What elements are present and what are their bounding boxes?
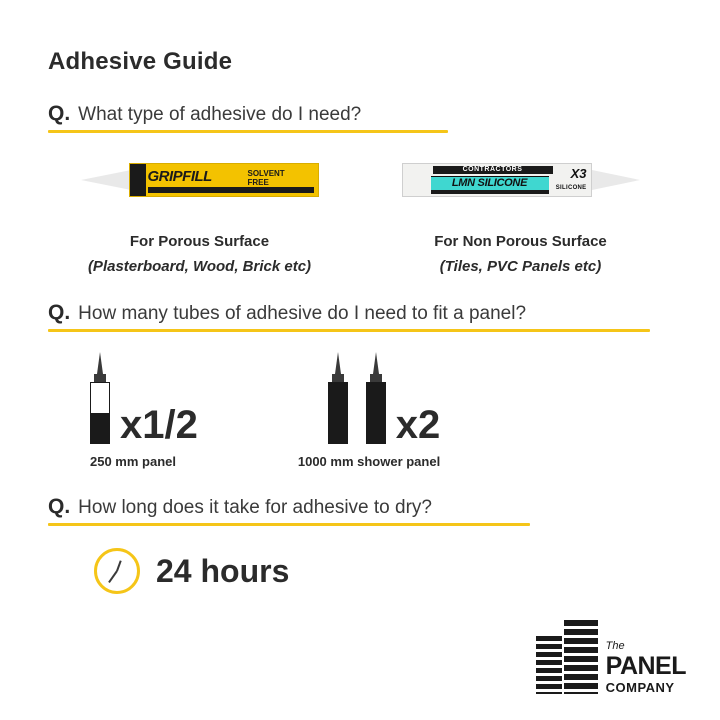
- question-block-tube-quantity: [48, 301, 672, 469]
- clock-icon: [94, 548, 140, 594]
- silicone-side-code: X3: [570, 166, 587, 181]
- quantity-note: 250 mm panel: [90, 454, 176, 469]
- logo-text: [606, 641, 686, 694]
- gripfill-sub-line1: SOLVENT: [247, 169, 285, 178]
- cartridge-icon: [90, 352, 110, 444]
- quantity-row: [48, 352, 672, 469]
- quantity-amount: x1/2: [120, 403, 198, 447]
- non-porous-caption-sub: (Tiles, PVC Panels etc): [439, 258, 602, 275]
- question-text: How long does it take for adhesive to dry?: [78, 497, 432, 518]
- building-icon: [536, 620, 598, 694]
- gripfill-tube-image: [48, 163, 351, 219]
- cartridge-body-full: [366, 382, 386, 444]
- silicone-side-sub: SILICONE: [555, 185, 587, 191]
- question-line: [48, 495, 672, 519]
- quantity-item-250mm: [90, 352, 198, 469]
- question-marker: Q.: [48, 495, 71, 518]
- question-underline: [48, 329, 650, 332]
- silicone-side-label: [551, 167, 587, 195]
- silicone-tube-image: [369, 163, 672, 219]
- cartridge-tip: [97, 352, 103, 374]
- page-title: Adhesive Guide: [48, 48, 233, 75]
- brand-logo: [536, 620, 686, 694]
- silicone-brand-band: [431, 176, 549, 191]
- building-icon-right: [564, 620, 598, 694]
- clock-hour-hand: [116, 560, 122, 571]
- cartridge-stack: [90, 352, 110, 444]
- porous-caption-sub: (Plasterboard, Wood, Brick etc): [87, 258, 312, 275]
- cartridge-stack: [328, 352, 386, 444]
- question-marker: Q.: [48, 301, 71, 324]
- cartridge-icon: [328, 352, 348, 444]
- dry-time-value: 24 hours: [156, 552, 290, 589]
- adhesive-option-porous: [48, 151, 351, 275]
- question-block-dry-time: [48, 495, 672, 594]
- logo-company: COMPANY: [605, 680, 675, 695]
- logo-panel: PANEL: [605, 652, 686, 680]
- dry-time-answer-row: [48, 548, 672, 594]
- adhesive-options-row: [48, 151, 672, 275]
- question-underline: [48, 130, 448, 133]
- cartridge-icon: [366, 352, 386, 444]
- question-block-adhesive-type: [48, 102, 672, 275]
- question-text: How many tubes of adhesive do I need to fit a panel?: [78, 303, 527, 324]
- clock-minute-hand: [108, 570, 118, 583]
- gripfill-tube-body: [129, 163, 319, 197]
- question-text: What type of adhesive do I need?: [78, 104, 362, 125]
- silicone-header-label: CONTRACTORS: [433, 166, 553, 174]
- gripfill-sub-label: [248, 169, 285, 187]
- cartridge-neck: [94, 374, 106, 382]
- tube-nozzle-icon: [592, 170, 640, 190]
- question-underline: [48, 523, 530, 526]
- silicone-tube-body: [402, 163, 592, 197]
- cartridge-body-half: [90, 382, 110, 444]
- cartridge-neck: [370, 374, 382, 382]
- adhesive-option-non-porous: [369, 151, 672, 275]
- building-icon-left: [536, 636, 562, 694]
- quantity-group: [90, 352, 198, 447]
- cartridge-neck: [332, 374, 344, 382]
- gripfill-sub-line2: FREE: [247, 178, 269, 187]
- quantity-amount: x2: [395, 403, 441, 447]
- cartridge-tip: [373, 352, 379, 374]
- quantity-note: 1000 mm shower panel: [297, 454, 441, 469]
- question-line: [48, 301, 672, 325]
- quantity-item-1000mm: [298, 352, 440, 469]
- cartridge-body-full: [328, 382, 348, 444]
- gripfill-brand-label: GRIPFILL: [147, 168, 212, 185]
- question-line: [48, 102, 672, 126]
- quantity-group: [328, 352, 441, 447]
- logo-the: The: [605, 640, 625, 652]
- tube-end-cap: [130, 164, 146, 196]
- silicone-bottom-strip: [431, 190, 549, 194]
- cartridge-tip: [335, 352, 341, 374]
- porous-caption: For Porous Surface: [129, 233, 270, 250]
- gripfill-black-strip: [148, 187, 314, 193]
- non-porous-caption: For Non Porous Surface: [434, 233, 607, 250]
- question-marker: Q.: [48, 102, 71, 125]
- tube-nozzle-icon: [81, 170, 131, 190]
- silicone-brand-label: LMN SILICONE: [451, 177, 528, 189]
